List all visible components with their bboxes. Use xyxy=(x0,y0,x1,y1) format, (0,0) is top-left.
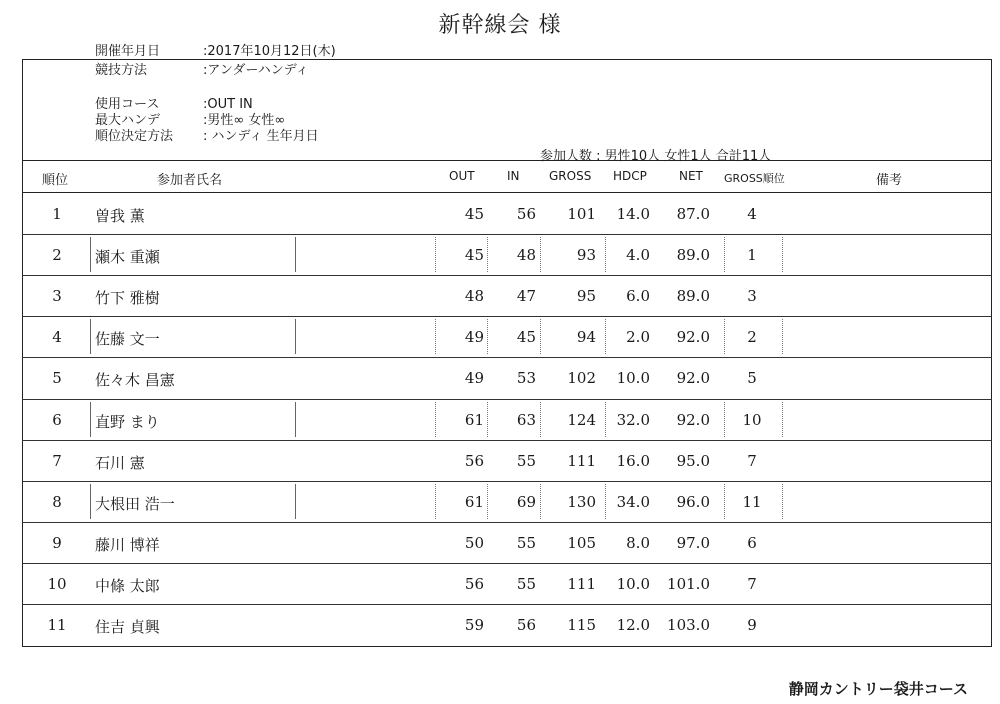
row-hdcp: 8.0 xyxy=(626,533,650,552)
row-gross-rank: 4 xyxy=(747,205,757,223)
column-divider xyxy=(540,484,541,519)
column-divider xyxy=(435,319,436,354)
table-row xyxy=(22,234,992,275)
row-rank: 8 xyxy=(52,492,62,511)
header-out: OUT xyxy=(449,169,475,183)
row-in: 56 xyxy=(516,205,536,223)
row-name: 佐々木 昌憲 xyxy=(95,371,175,390)
row-gross: 115 xyxy=(567,616,596,634)
row-out: 61 xyxy=(464,410,484,429)
row-in: 55 xyxy=(516,574,536,593)
row-net: 92.0 xyxy=(676,369,710,388)
row-rank: 1 xyxy=(52,205,62,223)
column-divider xyxy=(605,237,606,272)
row-out: 45 xyxy=(464,246,484,265)
row-in: 55 xyxy=(516,451,536,470)
row-gross-rank: 7 xyxy=(747,451,757,470)
row-name: 藤川 博祥 xyxy=(95,535,160,554)
row-gross-rank: 11 xyxy=(742,492,762,511)
column-divider xyxy=(540,237,541,272)
table-row xyxy=(22,563,992,604)
row-out: 56 xyxy=(464,451,484,470)
header-remarks: 備考 xyxy=(876,173,903,188)
row-net: 103.0 xyxy=(667,616,710,634)
row-in: 56 xyxy=(516,616,536,634)
row-rank: 5 xyxy=(52,369,62,388)
row-gross: 93 xyxy=(576,246,596,265)
column-divider xyxy=(782,484,783,519)
row-gross-rank: 10 xyxy=(742,410,762,429)
column-divider xyxy=(605,402,606,437)
row-gross-rank: 2 xyxy=(747,328,757,347)
row-in: 63 xyxy=(516,410,536,429)
row-name: 住吉 貞興 xyxy=(95,618,160,636)
meta-maxhandi-label: 最大ハンデ xyxy=(95,113,161,128)
row-gross-rank: 5 xyxy=(747,369,757,388)
table-row xyxy=(22,357,992,398)
row-out: 50 xyxy=(464,533,484,552)
meta-course-label: 使用コース xyxy=(95,97,160,112)
row-hdcp: 32.0 xyxy=(616,410,650,429)
row-gross-rank: 3 xyxy=(747,287,757,306)
table-row xyxy=(22,522,992,563)
header-net: NET xyxy=(679,169,703,183)
row-rank: 3 xyxy=(52,287,62,306)
table-row xyxy=(22,275,992,316)
row-gross: 124 xyxy=(567,410,596,429)
meta-maxhandi-value: :男性∞ 女性∞ xyxy=(203,113,286,128)
meta-method xyxy=(95,59,309,78)
column-divider xyxy=(435,237,436,272)
column-divider xyxy=(90,237,91,272)
meta-date-label: 開催年月日 xyxy=(95,44,161,59)
row-gross: 130 xyxy=(567,492,596,511)
row-net: 87.0 xyxy=(676,205,710,223)
row-hdcp: 34.0 xyxy=(616,492,650,511)
row-gross-rank: 1 xyxy=(747,246,757,265)
meta-date-value: :2017年10月12日(木) xyxy=(203,44,336,59)
meta-course-value: :OUT IN xyxy=(203,97,253,112)
meta-rankrule-value: : ハンディ 生年月日 xyxy=(203,129,319,144)
row-out: 56 xyxy=(464,574,484,593)
header-hdcp: HDCP xyxy=(613,169,647,183)
row-gross: 111 xyxy=(567,574,596,593)
table-row xyxy=(22,399,992,440)
header-name: 参加者氏名 xyxy=(157,173,223,188)
row-hdcp: 10.0 xyxy=(616,369,650,388)
row-net: 101.0 xyxy=(667,574,710,593)
meta-method-value: :アンダーハンディ xyxy=(203,63,309,78)
row-rank: 4 xyxy=(52,328,62,347)
column-divider xyxy=(487,237,488,272)
header-gross-rank: GROSS順位 xyxy=(724,172,785,185)
row-net: 89.0 xyxy=(676,246,710,265)
row-name: 竹下 雅樹 xyxy=(95,289,160,308)
row-name: 大根田 浩一 xyxy=(95,494,175,513)
meta-date xyxy=(95,40,336,59)
table-row xyxy=(22,481,992,522)
row-out: 45 xyxy=(464,205,484,223)
row-name: 石川 憲 xyxy=(95,453,145,472)
column-divider xyxy=(487,402,488,437)
row-hdcp: 2.0 xyxy=(626,328,650,347)
row-name: 直野 まり xyxy=(95,412,160,431)
column-divider xyxy=(90,402,91,437)
row-net: 89.0 xyxy=(676,287,710,306)
column-divider xyxy=(782,319,783,354)
column-divider xyxy=(295,402,296,437)
header-in: IN xyxy=(507,169,520,183)
header-top-rule xyxy=(22,160,992,161)
column-divider xyxy=(295,237,296,272)
table-row xyxy=(22,193,992,234)
participant-count: 参加人数 : 男性10人 女性1人 合計11人 xyxy=(540,149,772,164)
column-divider xyxy=(487,319,488,354)
meta-rankrule xyxy=(95,125,319,144)
row-in: 55 xyxy=(516,533,536,552)
column-divider xyxy=(605,319,606,354)
course-name: 静岡カントリー袋井コース xyxy=(788,680,968,698)
column-divider xyxy=(295,484,296,519)
row-hdcp: 12.0 xyxy=(616,616,650,634)
row-in: 69 xyxy=(516,492,536,511)
row-out: 59 xyxy=(464,616,484,634)
row-rank: 6 xyxy=(52,410,62,429)
table-row xyxy=(22,316,992,357)
row-net: 92.0 xyxy=(676,410,710,429)
row-name: 曽我 薫 xyxy=(95,207,145,225)
row-hdcp: 14.0 xyxy=(616,205,650,223)
row-hdcp: 6.0 xyxy=(626,287,650,306)
column-divider xyxy=(782,237,783,272)
column-divider xyxy=(540,402,541,437)
row-in: 47 xyxy=(516,287,536,306)
row-net: 96.0 xyxy=(676,492,710,511)
row-name: 佐藤 文一 xyxy=(95,330,160,349)
table-row xyxy=(22,440,992,481)
column-divider xyxy=(435,484,436,519)
row-gross: 105 xyxy=(567,533,596,552)
row-out: 61 xyxy=(464,492,484,511)
row-out: 49 xyxy=(464,328,484,347)
column-divider xyxy=(540,319,541,354)
row-hdcp: 4.0 xyxy=(626,246,650,265)
meta-rankrule-label: 順位決定方法 xyxy=(95,129,174,144)
row-gross-rank: 6 xyxy=(747,533,757,552)
row-net: 92.0 xyxy=(676,328,710,347)
row-net: 97.0 xyxy=(676,533,710,552)
page-title: 新幹線会 様 xyxy=(438,13,562,38)
row-rank: 11 xyxy=(47,616,67,634)
column-divider xyxy=(724,484,725,519)
row-gross: 102 xyxy=(567,369,596,388)
row-rank: 2 xyxy=(52,246,62,265)
column-divider xyxy=(435,402,436,437)
row-rank: 7 xyxy=(52,451,62,470)
row-gross: 111 xyxy=(567,451,596,470)
row-gross-rank: 7 xyxy=(747,574,757,593)
column-divider xyxy=(90,484,91,519)
row-gross: 101 xyxy=(567,205,596,223)
row-in: 48 xyxy=(516,246,536,265)
header-gross: GROSS xyxy=(549,169,592,183)
column-divider xyxy=(724,237,725,272)
row-in: 53 xyxy=(516,369,536,388)
column-divider xyxy=(605,484,606,519)
row-out: 48 xyxy=(464,287,484,306)
row-gross: 94 xyxy=(576,328,596,347)
row-name: 瀬木 重瀬 xyxy=(95,248,160,267)
row-net: 95.0 xyxy=(676,451,710,470)
meta-method-label: 競技方法 xyxy=(95,63,148,78)
row-gross: 95 xyxy=(576,287,596,306)
row-name: 中條 太郎 xyxy=(95,576,160,595)
row-out: 49 xyxy=(464,369,484,388)
column-divider xyxy=(90,319,91,354)
row-gross-rank: 9 xyxy=(747,616,757,634)
column-divider xyxy=(782,402,783,437)
column-divider xyxy=(724,402,725,437)
row-in: 45 xyxy=(516,328,536,347)
row-hdcp: 10.0 xyxy=(616,574,650,593)
row-hdcp: 16.0 xyxy=(616,451,650,470)
header-rank: 順位 xyxy=(42,173,69,188)
table-row xyxy=(22,604,992,645)
column-divider xyxy=(487,484,488,519)
row-rank: 9 xyxy=(52,533,62,552)
column-divider xyxy=(724,319,725,354)
row-rank: 10 xyxy=(47,574,67,593)
column-divider xyxy=(295,319,296,354)
